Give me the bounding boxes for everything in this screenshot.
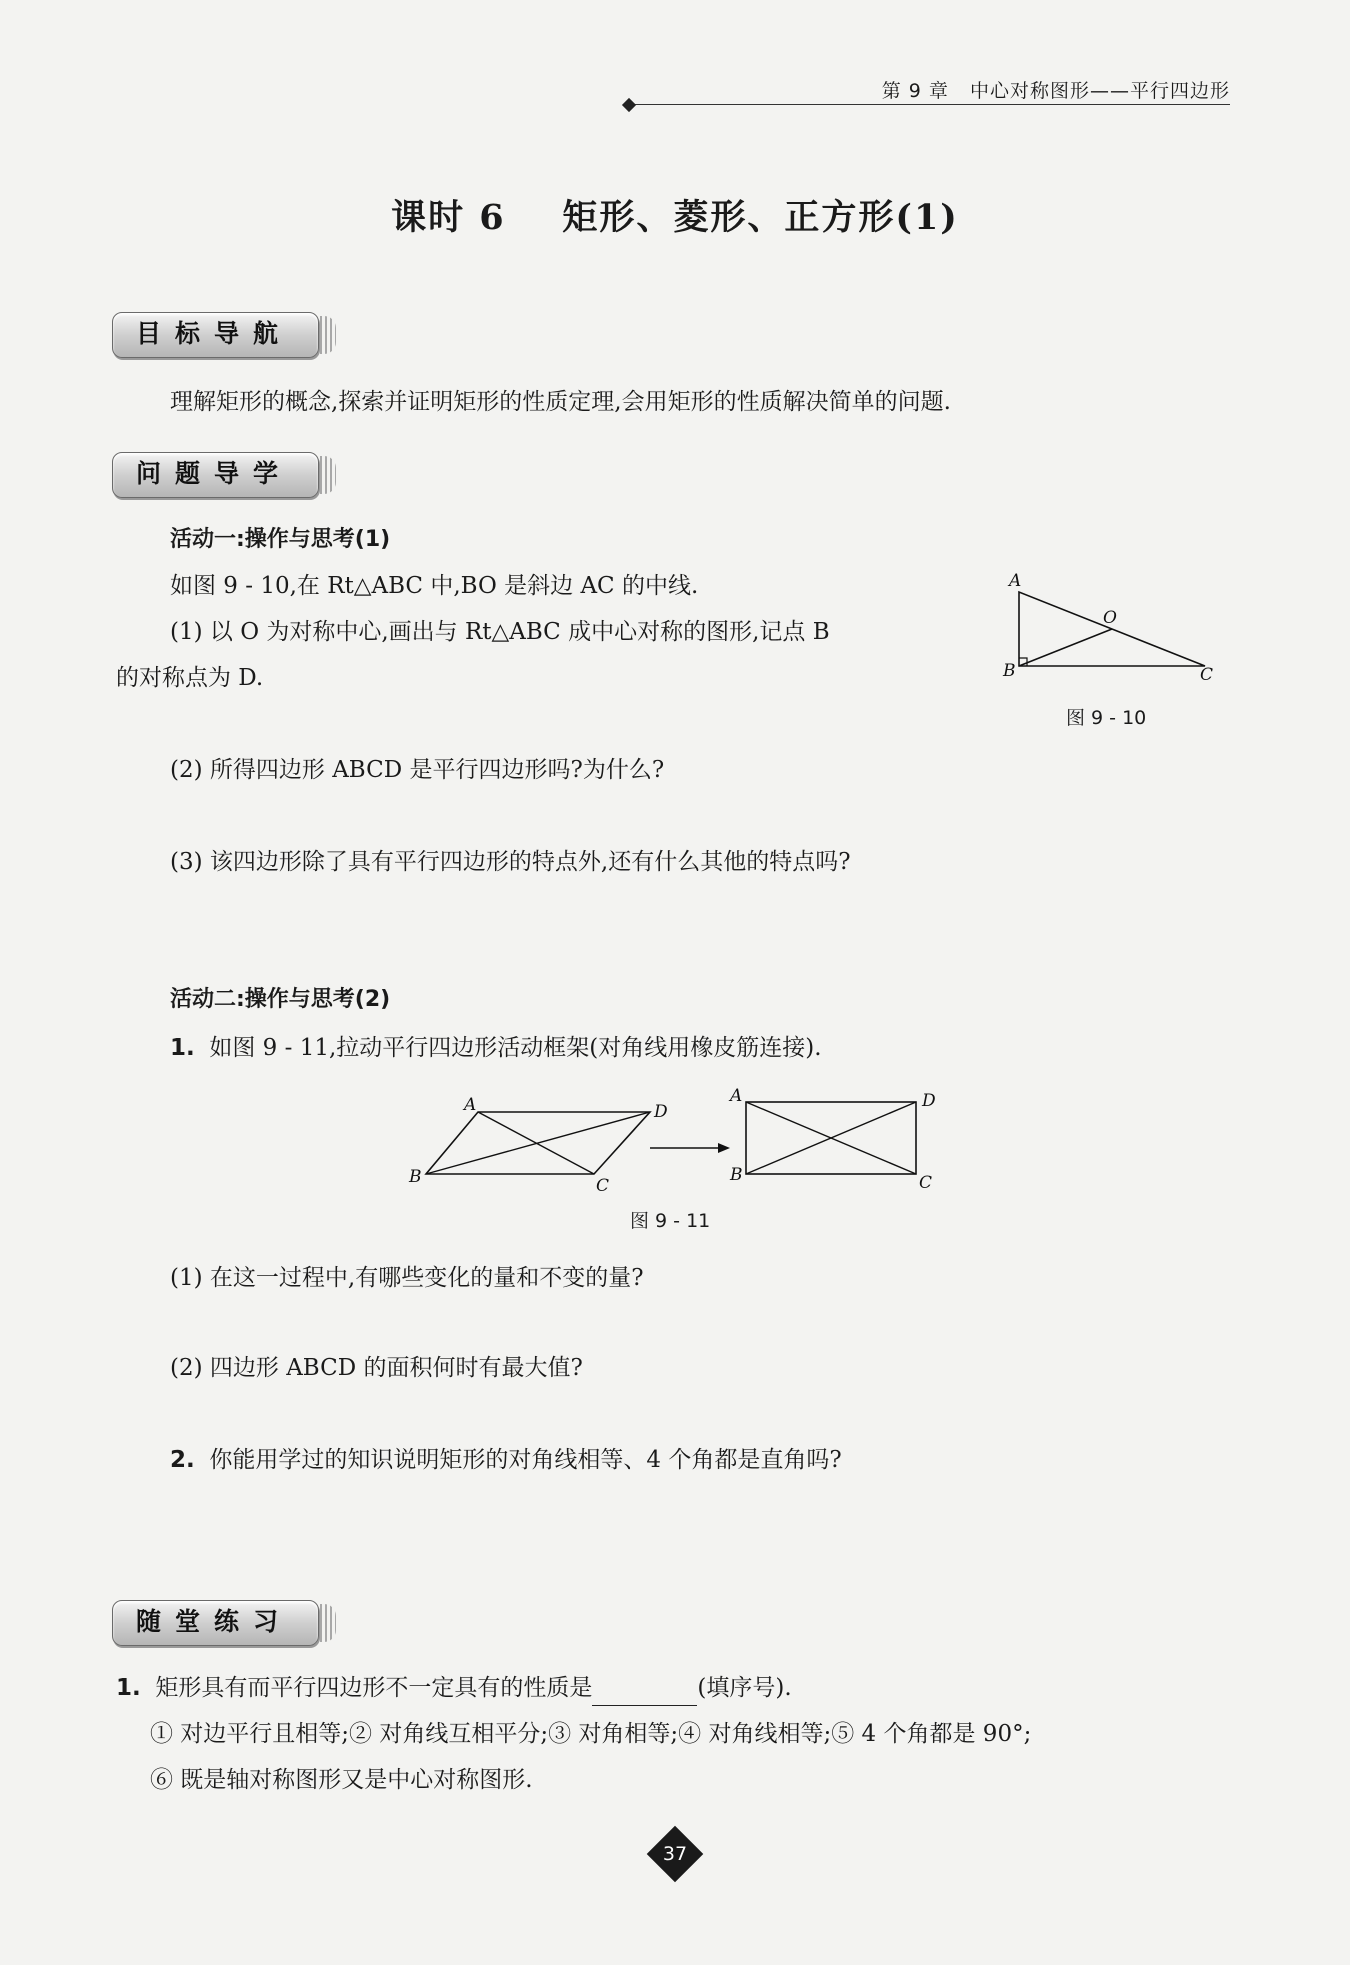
figure-9-11-caption: 图 9 - 11 xyxy=(630,1210,711,1232)
section-title-practice: 随堂练习 xyxy=(135,1607,292,1636)
item-text: 矩形具有而平行四边形不一定具有的性质是 xyxy=(155,1675,593,1701)
chapter-title: 第 9 章 中心对称图形——平行四边形 xyxy=(881,80,1230,102)
para-label-a: A xyxy=(464,1095,477,1115)
para-label-d: D xyxy=(654,1102,668,1122)
running-header xyxy=(630,74,1230,105)
para-label-b: B xyxy=(409,1167,422,1187)
section-banner-goals xyxy=(112,312,332,358)
diamond-icon xyxy=(622,98,636,112)
rect-label-a: A xyxy=(730,1088,743,1106)
practice-item1 xyxy=(116,1670,792,1706)
item-text-after: (填序号). xyxy=(697,1675,792,1701)
item-number: 1. xyxy=(170,1035,195,1061)
item-number: 1. xyxy=(116,1675,141,1701)
figure-9-11 xyxy=(404,1088,950,1196)
activity1-q1-line2: 的对称点为 D. xyxy=(116,665,264,691)
figure-9-10-caption: 图 9 - 10 xyxy=(1066,707,1147,729)
activity2-heading: 活动二:操作与思考(2) xyxy=(170,987,391,1012)
activity2-item2 xyxy=(170,1442,842,1478)
arrow-head-icon xyxy=(718,1143,730,1153)
label-a: A xyxy=(1009,571,1022,591)
activity2-q1: (1) 在这一过程中,有哪些变化的量和不变的量? xyxy=(170,1265,644,1291)
label-o: O xyxy=(1103,608,1117,628)
label-b: B xyxy=(1003,661,1016,680)
activity1-heading: 活动一:操作与思考(1) xyxy=(170,527,391,552)
item-text: 你能用学过的知识说明矩形的对角线相等、4 个角都是直角吗? xyxy=(209,1447,842,1473)
diagonal-bd xyxy=(426,1112,650,1174)
activity1-q3: (3) 该四边形除了具有平行四边形的特点外,还有什么其他的特点吗? xyxy=(170,849,851,875)
activity1-q1-line1: (1) 以 O 为对称中心,画出与 Rt△ABC 成中心对称的图形,记点 B xyxy=(170,619,830,645)
activity2-item1 xyxy=(170,1030,822,1066)
section-title-inquiry: 问题导学 xyxy=(135,459,292,488)
item-number: 2. xyxy=(170,1447,195,1473)
section-title-goals: 目标导航 xyxy=(135,319,292,348)
practice-options-line1: ① 对边平行且相等;② 对角线互相平分;③ 对角相等;④ 对角线相等;⑤ 4 个角都是 90°; xyxy=(150,1721,1032,1747)
section-banner-practice xyxy=(112,1600,332,1646)
answer-blank[interactable] xyxy=(592,1681,697,1706)
rect-label-d: D xyxy=(922,1091,936,1111)
label-c: C xyxy=(1200,665,1214,680)
rect-label-b: B xyxy=(730,1165,743,1185)
page-number: 37 xyxy=(662,1843,688,1865)
activity1-q2: (2) 所得四边形 ABCD 是平行四边形吗?为什么? xyxy=(170,757,665,783)
page-title: 课时 6 矩形、菱形、正方形(1) xyxy=(391,197,959,238)
item-text: 如图 9 - 11,拉动平行四边形活动框架(对角线用橡皮筋连接). xyxy=(209,1035,822,1061)
section-banner-inquiry xyxy=(112,452,332,498)
practice-options-line2: ⑥ 既是轴对称图形又是中心对称图形. xyxy=(150,1767,533,1793)
activity2-q2: (2) 四边形 ABCD 的面积何时有最大值? xyxy=(170,1355,583,1381)
rect-label-c: C xyxy=(919,1173,933,1193)
para-label-c: C xyxy=(596,1176,610,1196)
goal-text: 理解矩形的概念,探索并证明矩形的性质定理,会用矩形的性质解决简单的问题. xyxy=(170,389,951,415)
activity1-intro: 如图 9 - 10,在 Rt△ABC 中,BO 是斜边 AC 的中线. xyxy=(170,573,699,599)
figure-9-10 xyxy=(1000,570,1230,680)
page-number-badge xyxy=(647,1826,703,1882)
median-bo xyxy=(1019,629,1112,666)
